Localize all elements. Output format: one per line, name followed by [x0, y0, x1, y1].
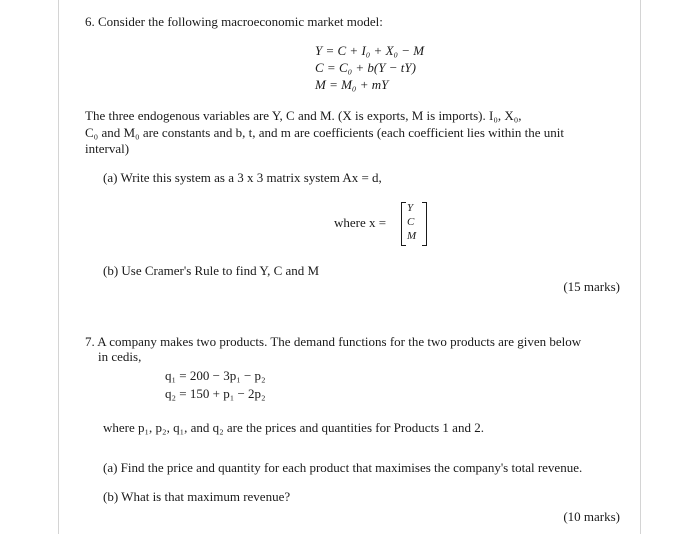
q6-vector-x [401, 202, 427, 246]
q6-paragraph-line-2: C₀ and M₀ are constants and b, t, and m are coefficients (each coefficient lies within the unit [85, 125, 564, 140]
page-border-right [640, 0, 641, 534]
q7-part-a: (a) Find the price and quantity for each product that maximises the company's total revenue. [103, 460, 583, 475]
q6-equation-2: C = C₀ + b(Y − tY) [315, 60, 416, 75]
q6-paragraph-line-1: The three endogenous variables are Y, C and M. (X is exports, M is imports). I₀, X₀, [85, 108, 522, 123]
q7-heading-line-1: 7. A company makes two products. The demand functions for the two products are given below [85, 334, 582, 349]
q6-part-a: (a) Write this system as a 3 x 3 matrix system Ax = d, [103, 170, 382, 185]
vector-cell: Y [407, 202, 414, 214]
q6-equation-1: Y = C + I₀ + X₀ − M [315, 43, 425, 58]
q7-part-b: (b) What is that maximum revenue? [103, 489, 291, 504]
q7-equation-2: q₂ = 150 + p₁ − 2p₂ [165, 386, 266, 401]
q6-where-label: where x = [334, 215, 387, 230]
q7-equation-1: q₁ = 200 − 3p₁ − p₂ [165, 368, 266, 383]
vector-cell: M [407, 230, 417, 242]
q6-equation-3: M = M₀ + mY [315, 77, 389, 92]
right-bracket [422, 202, 427, 246]
q6-paragraph-line-3: interval) [85, 141, 130, 156]
left-bracket [401, 202, 406, 246]
q6-heading: 6. Consider the following macroeconomic market model: [85, 14, 383, 29]
page-border-left [58, 0, 59, 534]
q7-marks: (10 marks) [563, 509, 620, 524]
q6-marks: (15 marks) [563, 279, 620, 294]
vector-cell: C [407, 216, 415, 228]
q7-where-text: where p₁, p₂, q₁, and q₂ are the prices and quantities for Products 1 and 2. [103, 420, 484, 435]
q6-part-b: (b) Use Cramer's Rule to find Y, C and M [103, 263, 320, 278]
q7-heading-line-2: in cedis, [98, 349, 142, 364]
